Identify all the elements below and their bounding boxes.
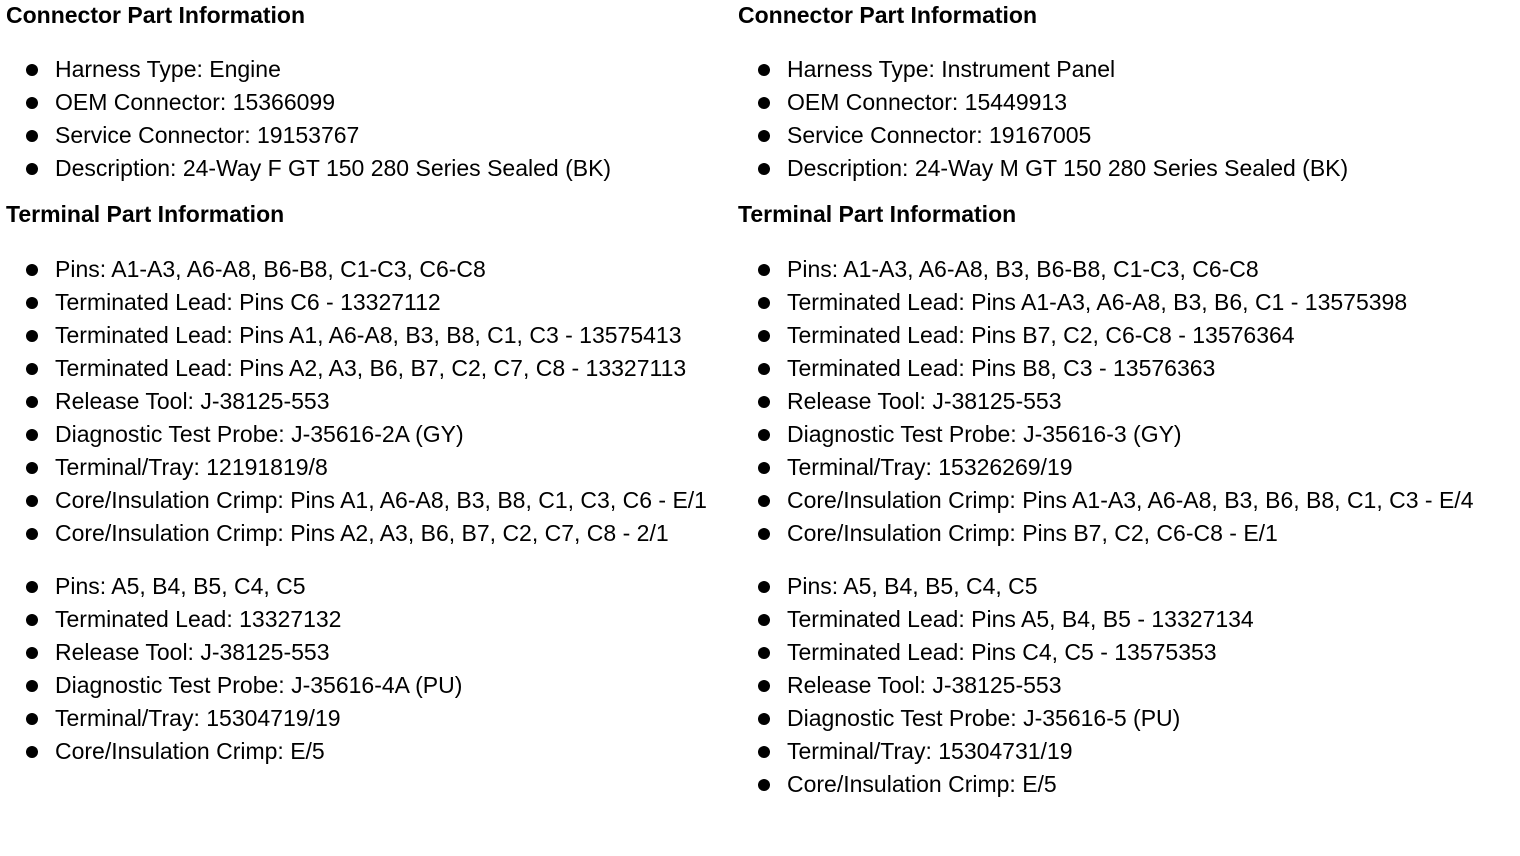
list-item [738, 571, 1514, 602]
terminal-part-heading: Terminal Part Information [6, 201, 285, 227]
right-connector-column [738, 0, 1514, 802]
list-item [738, 120, 1514, 151]
bullet-icon [26, 363, 38, 375]
list-item-text: Core/Insulation Crimp: Pins A1-A3, A6-A8, B3, B6, B8, C1, C3 - E/4 [787, 487, 1474, 513]
bullet-icon [26, 330, 38, 342]
list-item [738, 353, 1514, 384]
bullet-icon [26, 264, 38, 276]
list-item-text: Pins: A1-A3, A6-A8, B3, B6-B8, C1-C3, C6-C8 [787, 256, 1259, 282]
bullet-icon [26, 746, 38, 758]
connector-part-list [738, 54, 1514, 184]
bullet-icon [26, 680, 38, 692]
list-item-text: Terminal/Tray: 15304719/19 [55, 705, 341, 731]
bullet-icon [758, 528, 770, 540]
list-item-text: Diagnostic Test Probe: J-35616-4A (PU) [55, 672, 463, 698]
connector-part-list [6, 54, 732, 184]
bullet-icon [758, 680, 770, 692]
list-item-text: Terminal/Tray: 12191819/8 [55, 454, 328, 480]
list-item-text: Release Tool: J-38125-553 [55, 388, 330, 414]
bullet-icon [758, 429, 770, 441]
list-item [6, 736, 732, 767]
bullet-icon [26, 429, 38, 441]
list-item-text: Pins: A1-A3, A6-A8, B6-B8, C1-C3, C6-C8 [55, 256, 486, 282]
bullet-icon [26, 581, 38, 593]
list-item [738, 604, 1514, 635]
bullet-icon [758, 330, 770, 342]
list-item [6, 637, 732, 668]
bullet-icon [758, 713, 770, 725]
list-item [6, 485, 732, 516]
list-item [738, 419, 1514, 450]
bullet-icon [26, 462, 38, 474]
bullet-icon [758, 495, 770, 507]
list-item [6, 670, 732, 701]
list-item-text: OEM Connector: 15449913 [787, 89, 1068, 115]
list-item [6, 386, 732, 417]
list-item [738, 320, 1514, 351]
list-item [738, 254, 1514, 285]
list-item [6, 153, 732, 184]
list-item [738, 452, 1514, 483]
list-item [738, 769, 1514, 800]
connector-part-heading: Connector Part Information [6, 2, 306, 28]
list-item [738, 54, 1514, 85]
bullet-icon [26, 495, 38, 507]
list-item-text: Harness Type: Instrument Panel [787, 56, 1116, 82]
bullet-icon [26, 647, 38, 659]
list-item-text: Core/Insulation Crimp: Pins B7, C2, C6-C8 - E/1 [787, 520, 1278, 546]
list-item-text: Terminated Lead: Pins C6 - 13327112 [55, 289, 441, 315]
list-item [738, 736, 1514, 767]
list-item [6, 87, 732, 118]
list-item-text: Diagnostic Test Probe: J-35616-3 (GY) [787, 421, 1182, 447]
list-item [738, 153, 1514, 184]
list-item-text: Release Tool: J-38125-553 [787, 672, 1062, 698]
connector-part-heading: Connector Part Information [738, 2, 1038, 28]
terminal-part-list-group-2 [738, 571, 1514, 800]
list-item [738, 637, 1514, 668]
list-item-text: Core/Insulation Crimp: Pins A2, A3, B6, B7, C2, C7, C8 - 2/1 [55, 520, 669, 546]
bullet-icon [26, 130, 38, 142]
bullet-icon [758, 614, 770, 626]
list-item-text: Terminated Lead: Pins A5, B4, B5 - 13327134 [787, 606, 1254, 632]
list-item [6, 254, 732, 285]
list-item [6, 571, 732, 602]
bullet-icon [26, 64, 38, 76]
bullet-icon [758, 462, 770, 474]
bullet-icon [758, 647, 770, 659]
list-item-text: Core/Insulation Crimp: E/5 [55, 738, 325, 764]
list-item-text: Diagnostic Test Probe: J-35616-5 (PU) [787, 705, 1181, 731]
list-item-text: Core/Insulation Crimp: E/5 [787, 771, 1057, 797]
bullet-icon [758, 746, 770, 758]
list-item-text: Terminated Lead: 13327132 [55, 606, 342, 632]
list-item-text: Core/Insulation Crimp: Pins A1, A6-A8, B3, B8, C1, C3, C6 - E/1 [55, 487, 707, 513]
list-item-text: Service Connector: 19153767 [55, 122, 360, 148]
terminal-part-heading: Terminal Part Information [738, 201, 1017, 227]
bullet-icon [26, 163, 38, 175]
bullet-icon [26, 614, 38, 626]
list-item-text: Terminated Lead: Pins A1-A3, A6-A8, B3, B6, C1 - 13575398 [787, 289, 1408, 315]
bullet-icon [758, 396, 770, 408]
bullet-icon [758, 297, 770, 309]
bullet-icon [26, 396, 38, 408]
list-item [738, 703, 1514, 734]
list-item-text: Service Connector: 19167005 [787, 122, 1092, 148]
list-item [738, 670, 1514, 701]
list-item [6, 120, 732, 151]
bullet-icon [26, 97, 38, 109]
list-item [6, 54, 732, 85]
list-item [738, 287, 1514, 318]
list-item [6, 419, 732, 450]
bullet-icon [758, 264, 770, 276]
list-item-text: Terminated Lead: Pins A1, A6-A8, B3, B8, C1, C3 - 13575413 [55, 322, 682, 348]
list-item [6, 320, 732, 351]
list-item [6, 604, 732, 635]
list-item-text: Terminal/Tray: 15304731/19 [787, 738, 1073, 764]
list-item [6, 287, 732, 318]
terminal-part-list-group-1 [738, 254, 1514, 549]
list-item-text: OEM Connector: 15366099 [55, 89, 336, 115]
list-item [738, 87, 1514, 118]
list-item [738, 518, 1514, 549]
list-item-text: Terminated Lead: Pins A2, A3, B6, B7, C2, C7, C8 - 13327113 [55, 355, 687, 381]
list-item-text: Pins: A5, B4, B5, C4, C5 [55, 573, 306, 599]
terminal-part-list-group-1 [6, 254, 732, 549]
list-item [738, 485, 1514, 516]
bullet-icon [758, 779, 770, 791]
bullet-icon [26, 528, 38, 540]
list-item [6, 452, 732, 483]
bullet-icon [758, 97, 770, 109]
list-item-text: Terminated Lead: Pins B8, C3 - 13576363 [787, 355, 1216, 381]
list-item [6, 353, 732, 384]
list-item-text: Description: 24-Way M GT 150 280 Series Sealed (BK) [787, 155, 1349, 181]
list-item-text: Terminated Lead: Pins C4, C5 - 13575353 [787, 639, 1217, 665]
list-item [6, 518, 732, 549]
bullet-icon [758, 163, 770, 175]
list-item-text: Release Tool: J-38125-553 [55, 639, 330, 665]
terminal-part-list-group-2 [6, 571, 732, 767]
bullet-icon [758, 64, 770, 76]
left-connector-column [6, 0, 732, 769]
bullet-icon [758, 581, 770, 593]
bullet-icon [758, 363, 770, 375]
list-item-text: Description: 24-Way F GT 150 280 Series Sealed (BK) [55, 155, 612, 181]
bullet-icon [26, 297, 38, 309]
list-item-text: Terminal/Tray: 15326269/19 [787, 454, 1073, 480]
list-item-text: Diagnostic Test Probe: J-35616-2A (GY) [55, 421, 464, 447]
list-item-text: Pins: A5, B4, B5, C4, C5 [787, 573, 1038, 599]
bullet-icon [26, 713, 38, 725]
list-item-text: Release Tool: J-38125-553 [787, 388, 1062, 414]
list-item [738, 386, 1514, 417]
bullet-icon [758, 130, 770, 142]
list-item-text: Harness Type: Engine [55, 56, 281, 82]
list-item [6, 703, 732, 734]
list-item-text: Terminated Lead: Pins B7, C2, C6-C8 - 13576364 [787, 322, 1295, 348]
